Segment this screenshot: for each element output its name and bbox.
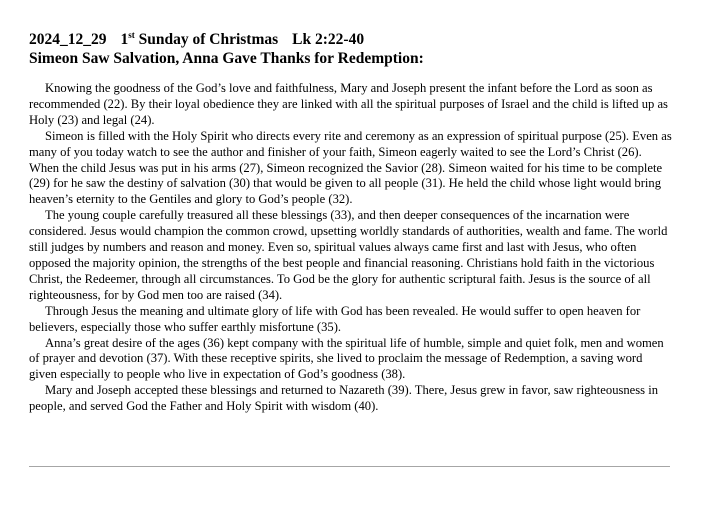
paragraph: Through Jesus the meaning and ultimate glory of life with God has been revealed. He would suffer to open heaven for believers, especially those who suffer earthly misfortune (35). [29, 303, 641, 334]
paragraph: Simeon is filled with the Holy Spirit who directs every rite and ceremony as an expression of spiritual purpose (25). Even as many of you today watch to see the author and finisher of your faith, Simeon eagerly waited to see the Lord’s Christ (26). When the child Jesus was put in his arms (27), Simeon recognized the Savior (28). Simeon waited for his time to be complete (29) for he saw the destiny of salvation (30) that would be given to all people (31). He held the child whose light would bring heaven’s eternity to the Gentiles and glory to God’s people (32). [29, 128, 672, 207]
footer-divider [29, 466, 670, 467]
occasion-ordinal: 1 [120, 31, 129, 48]
scripture-reference: Lk 2:22-40 [292, 31, 365, 48]
sermon-title: Simeon Saw Salvation, Anna Gave Thanks for Redemption: [29, 50, 424, 67]
occasion-ordinal-suffix: st [128, 30, 135, 40]
heading-line-1 [29, 30, 673, 49]
sermon-date: 2024_12_29 [29, 31, 107, 48]
paragraph: Mary and Joseph accepted these blessings and returned to Nazareth (39). There, Jesus grew in favor, saw righteousness in people, and served God the Father and Holy Spirit with wisdom (40). [29, 383, 659, 414]
paragraph: Knowing the goodness of the God’s love and faithfulness, Mary and Joseph present the infant before the Lord as soon as recommended (22). By their loyal obedience they are linked with all the spiritual purposes of Israel and the child is lifted up as Holy (23) and legal (24). [29, 81, 668, 127]
sermon-body [29, 81, 673, 415]
document-page [29, 30, 673, 415]
paragraph: The young couple carefully treasured all these blessings (33), and then deeper consequences of the incarnation were considered. Jesus would champion the common crowd, upsetting worldly standards of authorities, wealth and fame. The world still judges by numbers and reason and money. Even so, spiritual values always came first and last with Jesus, who often opposed the majority opinion, the strengths of the best people and financial reasoning. Christians hold faith in the victorious Christ, the Redeemer, through all circumstances. To God be the glory for authentic scriptural faith. Jesus is the source of all righteousness, for by God men too are raised (34). [29, 208, 668, 302]
paragraph: Anna’s great desire of the ages (36) kept company with the spiritual life of humble, simple and quiet folk, men and women of prayer and devotion (37). With these receptive spirits, she lived to proclaim the message of Redemption, a saving word given especially to people who live in expectation of God’s goodness (38). [29, 335, 664, 382]
occasion-name: Sunday of Christmas [138, 31, 279, 48]
